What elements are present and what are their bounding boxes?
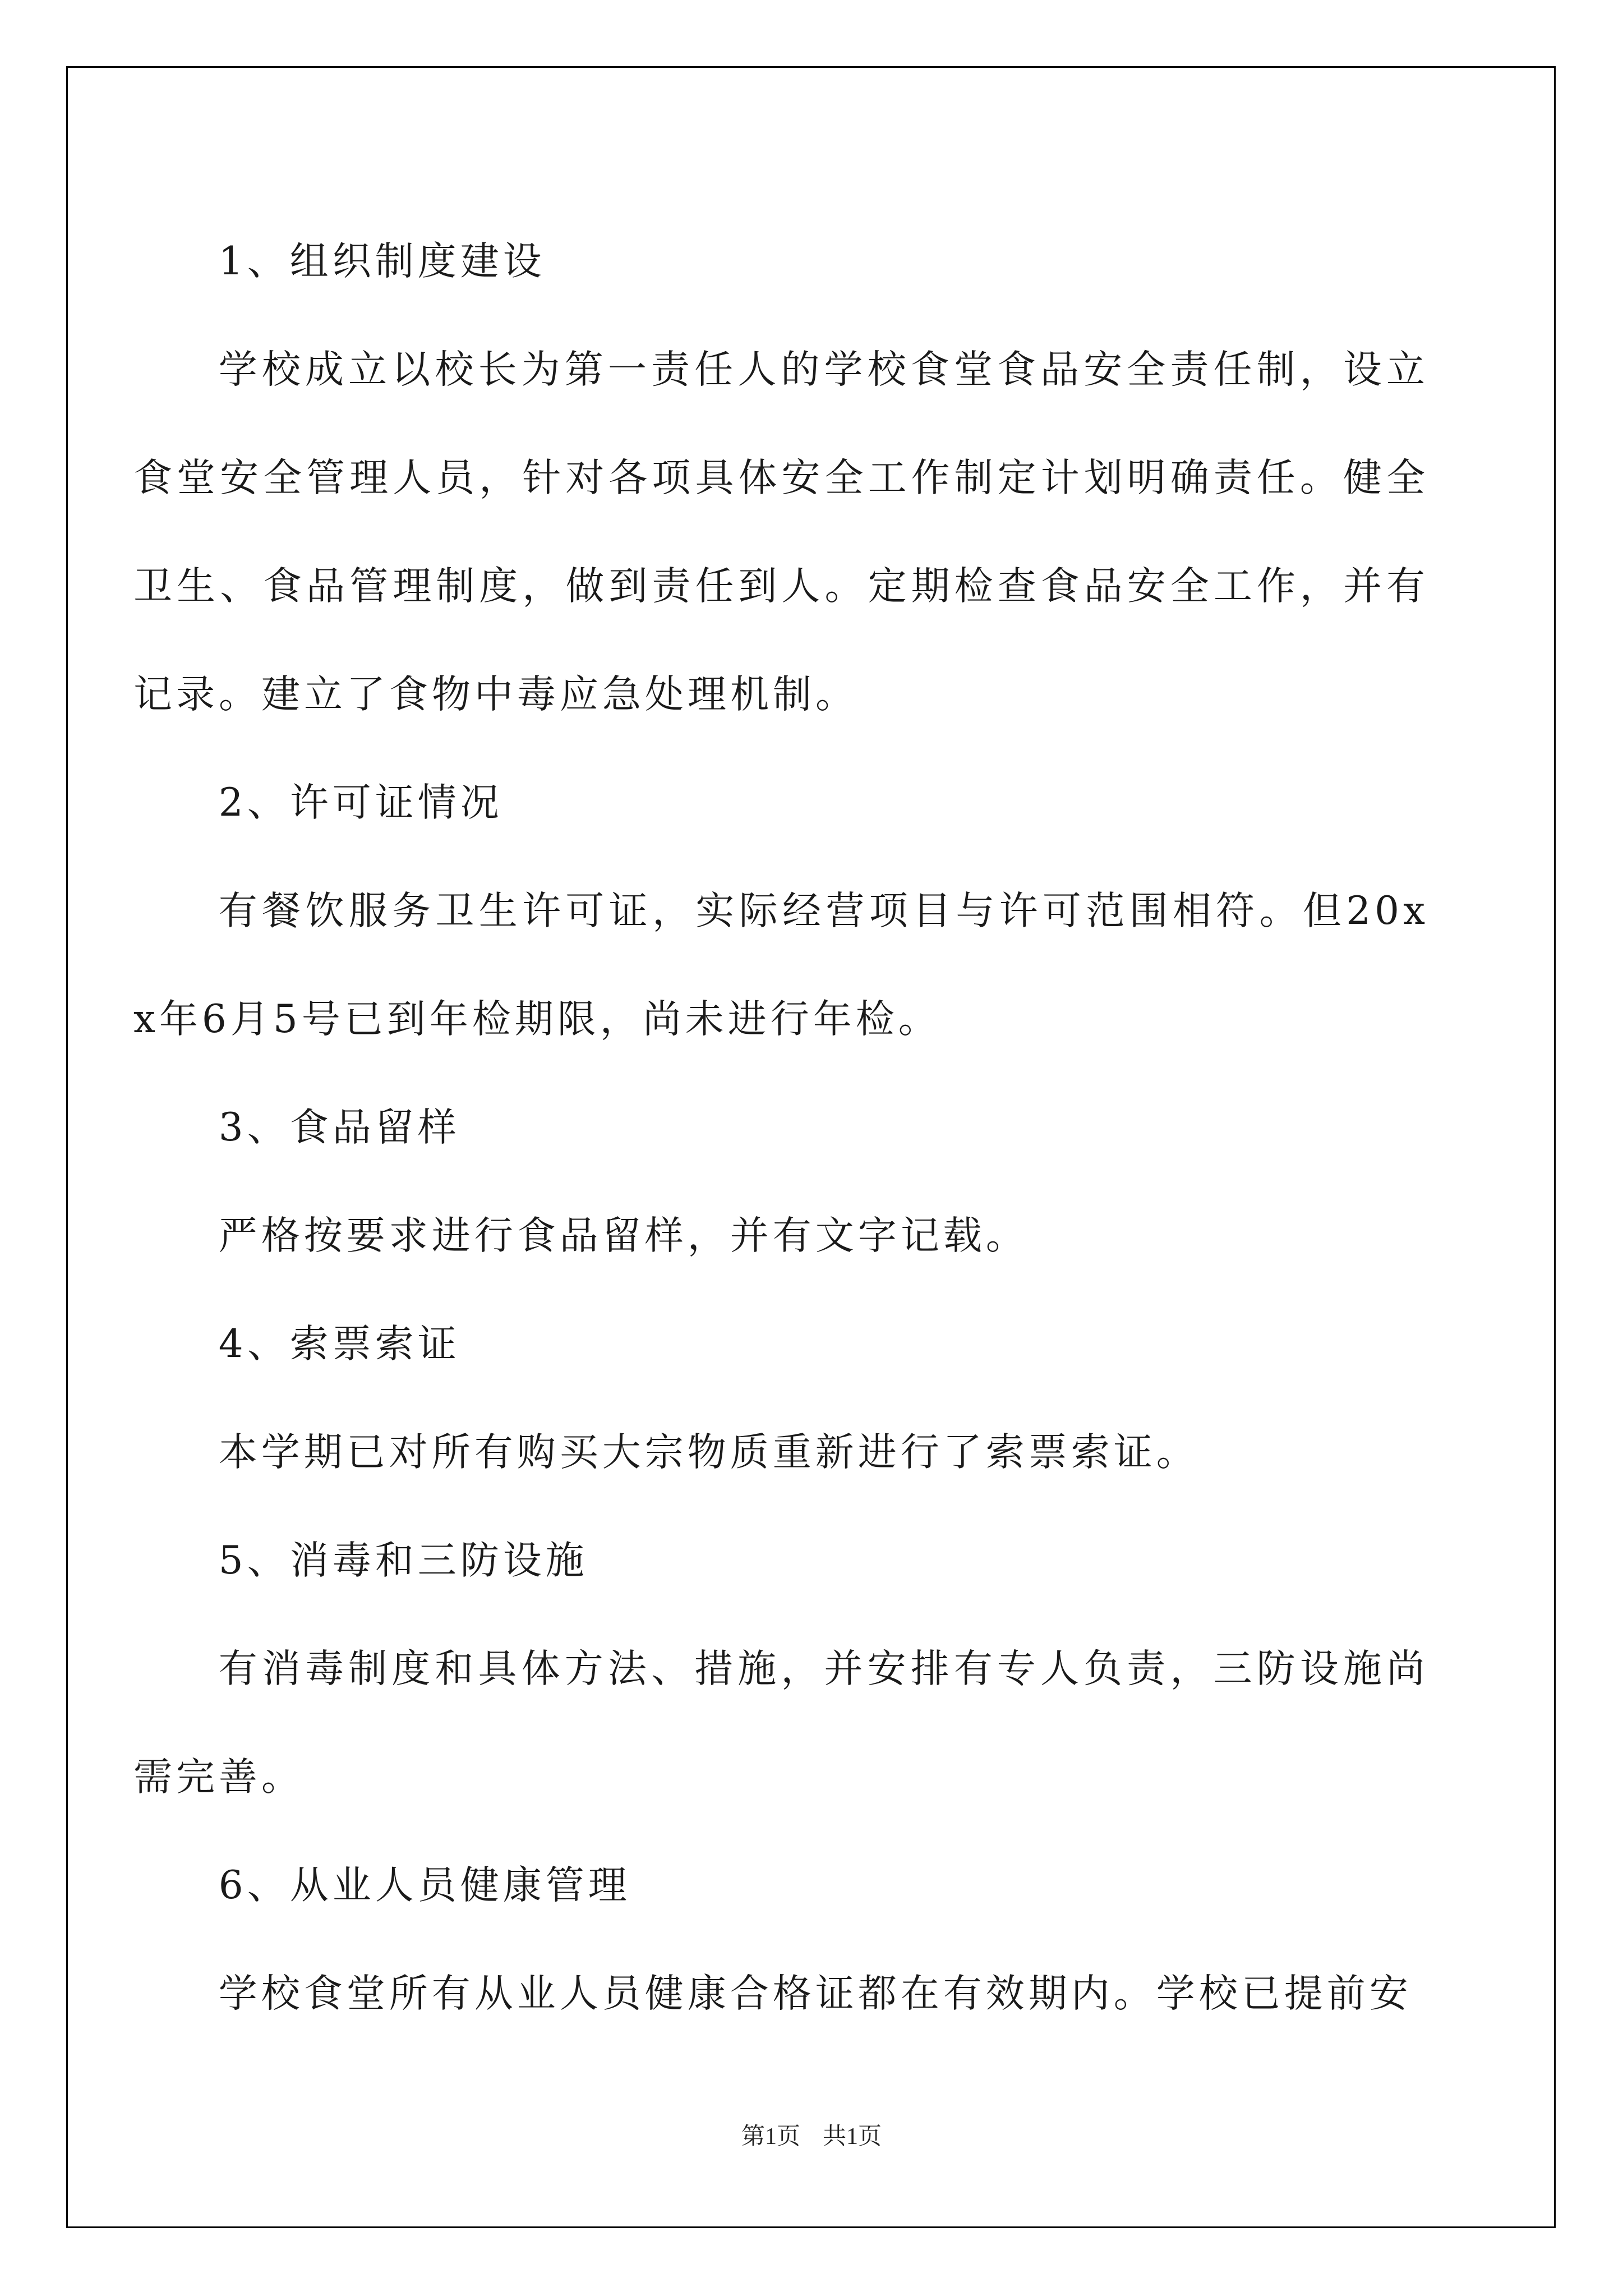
- paragraph-food-sample: 严格按要求进行食品留样，并有文字记载。: [218, 1213, 1029, 1258]
- section-heading-staff-health: 6、从业人员健康管理: [218, 1863, 631, 1908]
- paragraph-staff-health: 学校食堂所有从业人员健康合格证都在有效期内。学校已提前安: [218, 1971, 1412, 2016]
- page-footer: [0, 2118, 1623, 2151]
- section-heading-organization: 1、组织制度建设: [218, 239, 546, 284]
- document-body: [133, 208, 1429, 2048]
- paragraph-license: 有餐饮服务卫生许可证，实际经营项目与许可范围相符。但20xx年6月5号已到年检期限，尚未进行年检。: [133, 889, 1429, 1042]
- section-heading-license: 2、许可证情况: [218, 780, 503, 825]
- page-number-current: 第1页: [741, 2124, 800, 2150]
- page-number-total: 共1页: [823, 2124, 882, 2150]
- paragraph-invoices: 本学期已对所有购买大宗物质重新进行了索票索证。: [218, 1430, 1199, 1475]
- section-heading-disinfection: 5、消毒和三防设施: [218, 1538, 588, 1583]
- paragraph-organization: 学校成立以校长为第一责任人的学校食堂食品安全责任制，设立食堂安全管理人员，针对各项具体安全工作制定计划明确责任。健全卫生、食品管理制度，做到责任到人。定期检查食品安全工作，并有记录。建立了食物中毒应急处理机制。: [133, 347, 1429, 717]
- section-heading-invoices: 4、索票索证: [218, 1322, 460, 1366]
- paragraph-disinfection: 有消毒制度和具体方法、措施，并安排有专人负责，三防设施尚需完善。: [133, 1646, 1429, 1800]
- section-heading-food-sample: 3、食品留样: [218, 1105, 460, 1150]
